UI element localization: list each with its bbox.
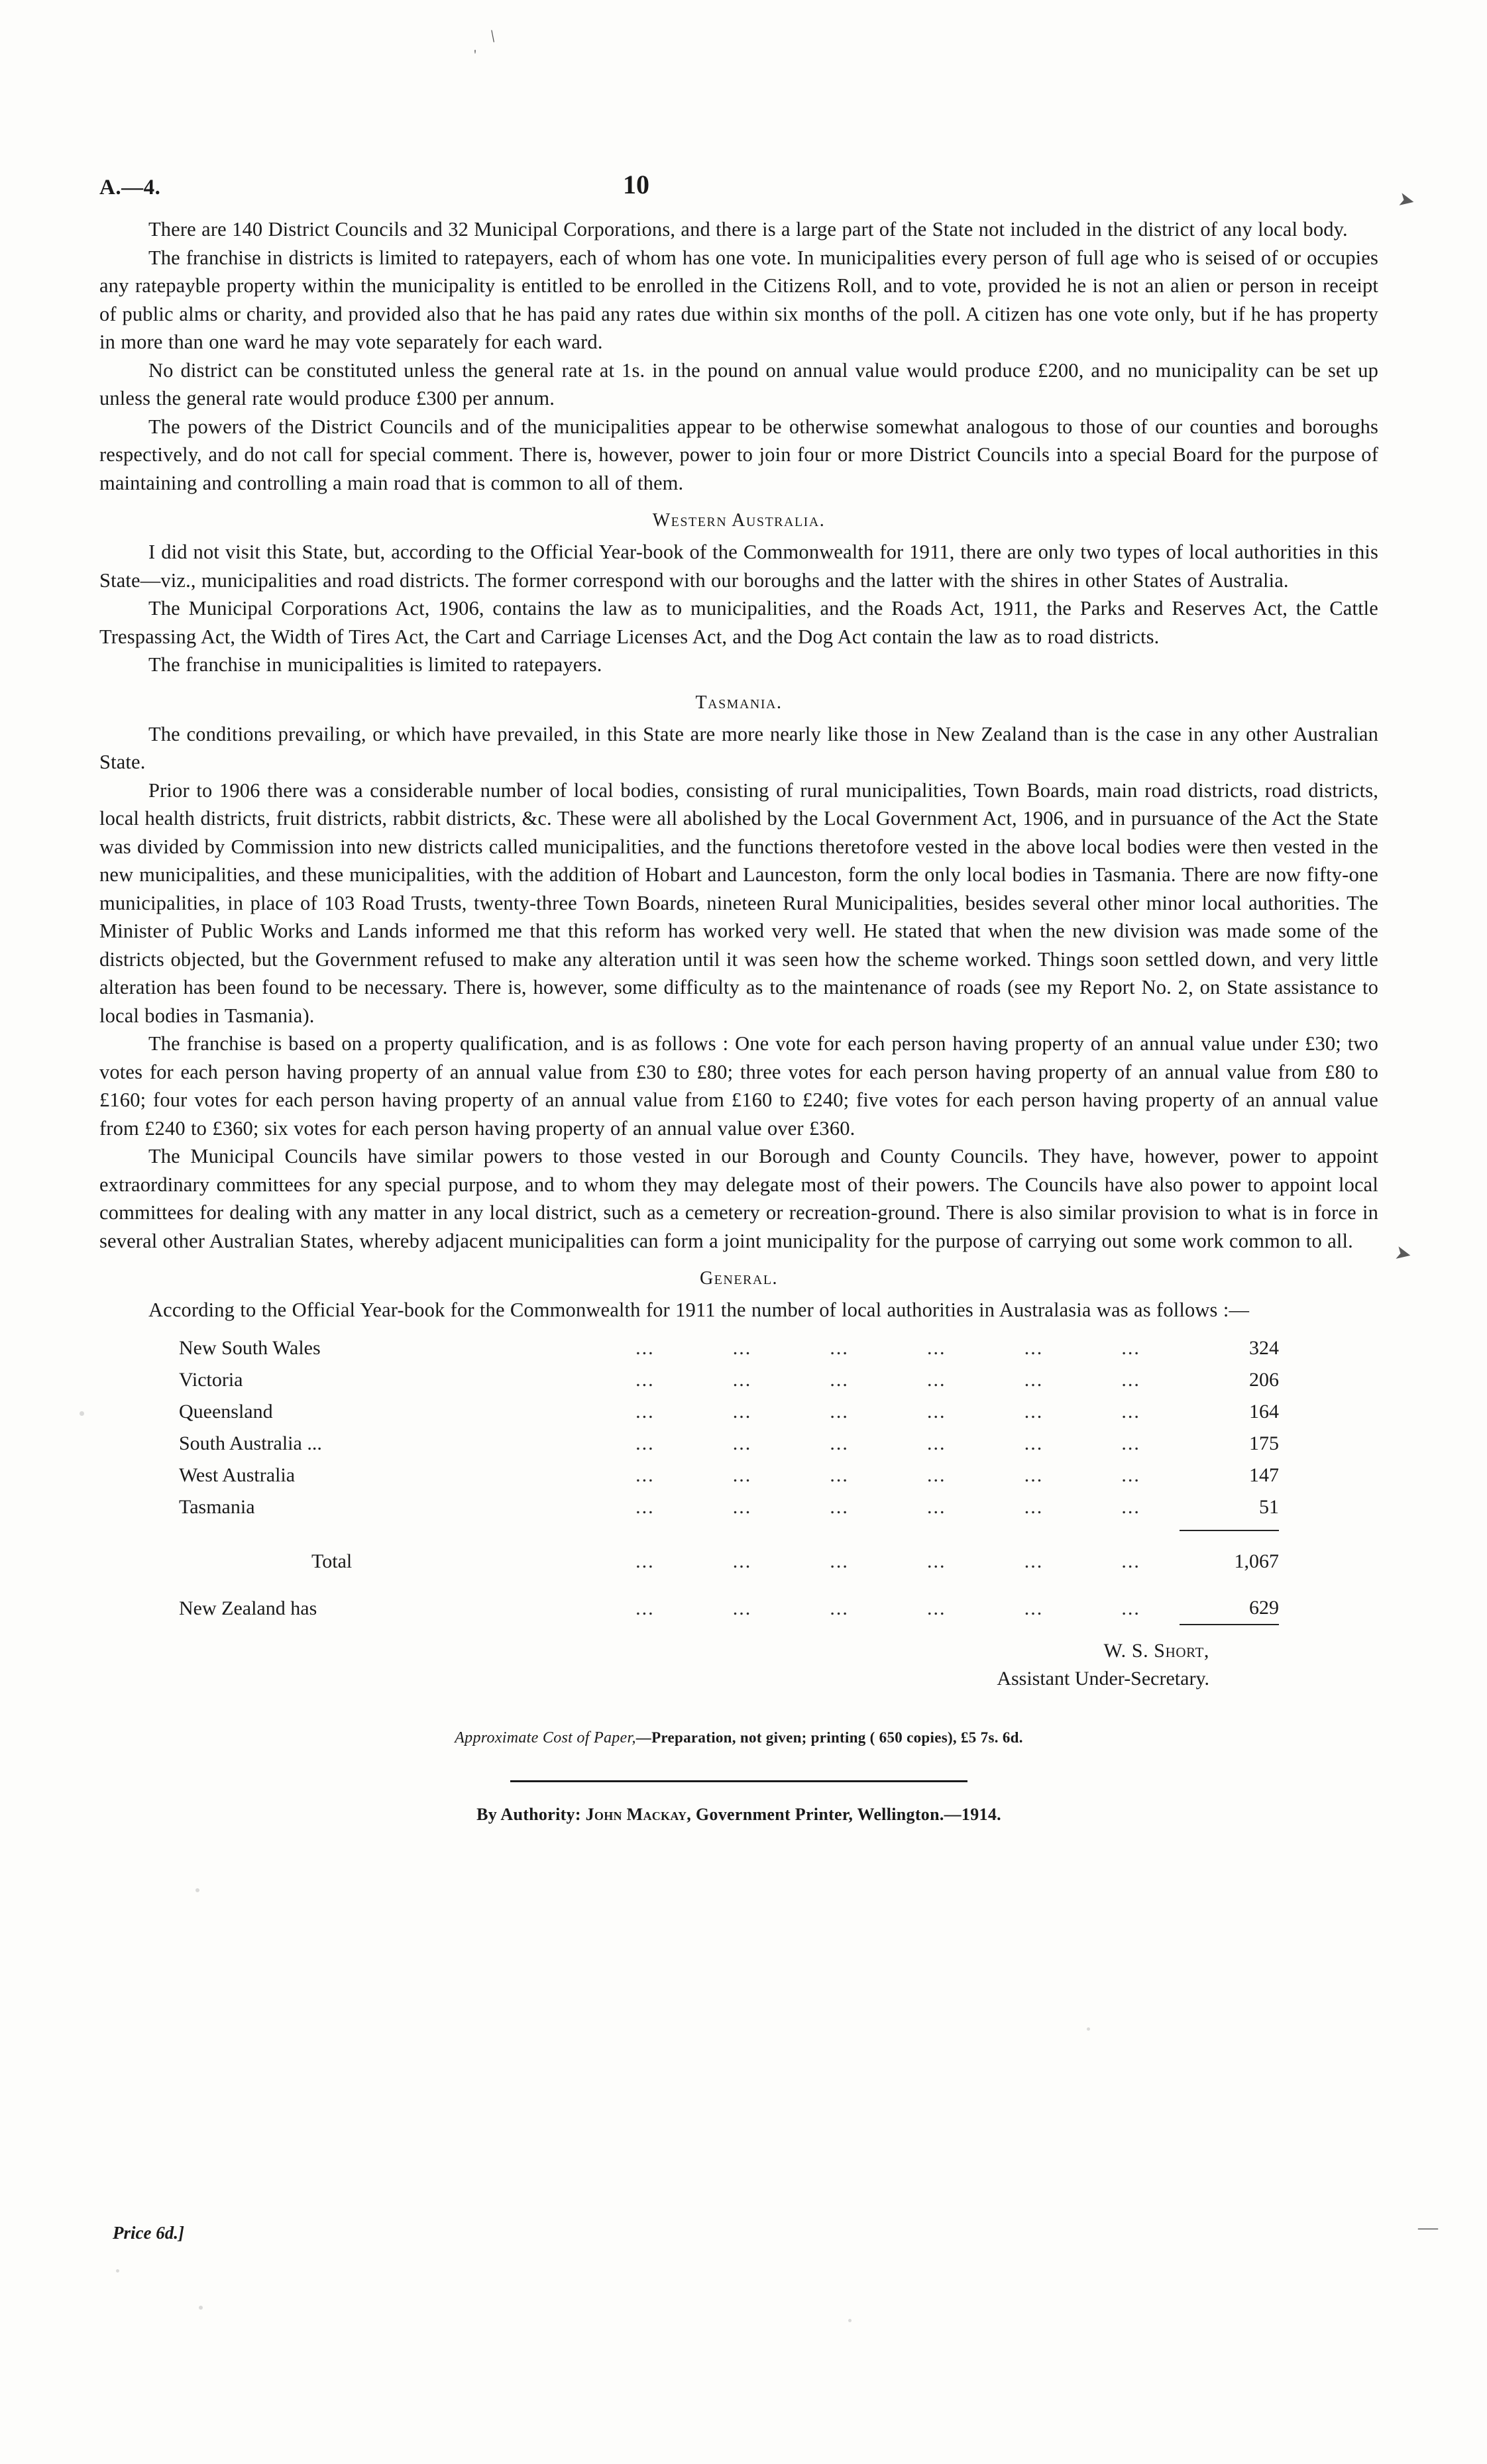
leader-dots: ...: [927, 1597, 946, 1619]
region-count: 206: [1249, 1368, 1279, 1391]
ink-mark-top-2: ': [474, 46, 476, 63]
paper-speck: [116, 2269, 119, 2273]
table-row: [179, 1364, 1279, 1396]
total-value: 1,067: [1180, 1530, 1279, 1578]
leader-dots: ...: [1121, 1432, 1140, 1454]
leader-dots: ...: [1121, 1597, 1140, 1619]
paragraph: The Municipal Corporations Act, 1906, contains the law as to municipalities, and the Roads Act, 1911, the Parks and Reserves Act, the Cattle Trespassing Act, the Width of Tires Act, the Cart and Carriage Licenses Act, and the Dog Act contain the law as to road districts.: [99, 597, 1378, 648]
leader-dots: ...: [927, 1432, 946, 1454]
leader-dots: ...: [732, 1464, 752, 1486]
region-count: 175: [1249, 1432, 1279, 1454]
leader-dots: ...: [635, 1495, 655, 1518]
leader-dots: ...: [635, 1550, 655, 1572]
paragraph: I did not visit this State, but, according to the Official Year-book of the Commonwealth for 1911, there are only two types of local authorities in this State—viz., municipalities and road districts. The former correspond with our boroughs and the latter with the shires in other States of Australia.: [99, 541, 1378, 592]
leader-dots: ...: [732, 1336, 752, 1359]
table-row: [179, 1491, 1279, 1523]
region-count: 51: [1259, 1495, 1279, 1518]
new-zealand-value: 629: [1180, 1578, 1279, 1625]
leader-dots: ...: [927, 1400, 946, 1422]
leader-dots: ...: [732, 1368, 752, 1391]
signature-title: Assistant Under-Secretary.: [997, 1667, 1209, 1689]
region-count: 324: [1249, 1336, 1279, 1359]
document-content: [99, 169, 1378, 1825]
paper-speck: [80, 1411, 84, 1416]
region-label: West Australia: [179, 1464, 296, 1486]
leader-dots: ...: [635, 1464, 655, 1486]
region-label: South Australia ...: [179, 1432, 322, 1454]
leader-dots: ...: [732, 1400, 752, 1422]
paper-speck: [848, 2319, 852, 2322]
region-label: Victoria: [179, 1368, 243, 1391]
leader-dots: ...: [635, 1400, 655, 1422]
cost-note: [99, 1729, 1378, 1747]
leader-dots: ...: [635, 1432, 655, 1454]
new-zealand-label: New Zealand has: [179, 1597, 317, 1619]
table-row-total: [179, 1530, 1279, 1578]
leader-dots: ...: [830, 1495, 849, 1518]
printing-authority: [99, 1805, 1378, 1825]
cost-note-rest: —Preparation, not given; printing ( 650 copies), £5 7s. 6d.: [635, 1729, 1023, 1746]
table-row-new-zealand: [179, 1578, 1279, 1625]
leader-dots: ...: [635, 1597, 655, 1619]
leader-dots: ...: [1024, 1368, 1044, 1391]
leader-dots: ...: [732, 1597, 752, 1619]
leader-dots: ...: [1024, 1400, 1044, 1422]
document-code: A.—4.: [99, 176, 161, 199]
local-authorities-table: [179, 1332, 1279, 1625]
paper-speck: [199, 2306, 203, 2310]
region-count: 164: [1249, 1400, 1279, 1422]
section-heading-general: General.: [699, 1268, 779, 1289]
leader-dots: ...: [1024, 1550, 1044, 1572]
margin-mark-upper: ➤: [1396, 187, 1417, 213]
leader-dots: ...: [830, 1336, 849, 1359]
leader-dots: ...: [927, 1368, 946, 1391]
ink-mark-top: \: [489, 26, 497, 46]
leader-dots: ...: [1024, 1432, 1044, 1454]
leader-dots: ...: [830, 1400, 849, 1422]
region-count: 147: [1249, 1464, 1279, 1486]
leader-dots: ...: [732, 1550, 752, 1572]
section-heading-western-australia: Western Australia.: [652, 510, 826, 531]
table-row: [179, 1396, 1279, 1428]
leader-dots: ...: [1121, 1550, 1140, 1572]
paragraph: The franchise is based on a property qualification, and is as follows : One vote for each person having property of an annual value under £30; two votes for each person having property of an annual value from £30 to £80; three votes for each person having property of an annual value from £80 to £160; four votes for each person having property of an annual value from £160 to £240; five votes for each person having property of an annual value from £240 to £360; six votes for each person having property of an annual value over £360.: [99, 1032, 1378, 1140]
leader-dots: ...: [1024, 1597, 1044, 1619]
leader-dots: ...: [927, 1495, 946, 1518]
paragraph: The conditions prevailing, or which have prevailed, in this State are more nearly like those in New Zealand than is the case in any other Australian State.: [99, 722, 1378, 773]
leader-dots: ...: [1024, 1336, 1044, 1359]
region-label: Queensland: [179, 1400, 273, 1422]
table-row: [179, 1428, 1279, 1460]
leader-dots: ...: [830, 1464, 849, 1486]
leader-dots: ...: [732, 1432, 752, 1454]
leader-dots: ...: [1121, 1495, 1140, 1518]
leader-dots: ...: [830, 1550, 849, 1572]
paragraph: There are 140 District Councils and 32 Municipal Corporations, and there is a large part of the State not included in the district of any local body.: [148, 218, 1348, 241]
leader-dots: ...: [830, 1597, 849, 1619]
paragraph: The powers of the District Councils and of the municipalities appear to be otherwise somewhat analogous to those of our counties and boroughs respectively, and do not call for special comment. There is, however, power to join four or more District Councils into a special Board for the purpose of maintaining and controlling a main road that is common to all of them.: [99, 415, 1378, 494]
authority-rest: Government Printer, Wellington.—1914.: [691, 1804, 1001, 1824]
authority-prefix: By Authority:: [476, 1804, 586, 1824]
leader-dots: ...: [1121, 1336, 1140, 1359]
paragraph: No district can be constituted unless the general rate at 1s. in the pound on annual value would produce £200, and no municipality can be set up unless the general rate would produce £300 per annum.: [99, 358, 1378, 409]
page-header: [99, 169, 1378, 215]
margin-mark-middle: ➤: [1392, 1241, 1414, 1267]
paragraph: Prior to 1906 there was a considerable number of local bodies, consisting of rural municipalities, Town Boards, main road districts, road districts, local health districts, fruit districts, rabbit districts, &c. These were all abolished by the Local Government Act, 1906, and in pursuance of the Act the State was divided by Commission into new districts called municipalities, and the functions theretofore vested in the above local bodies were then vested in the new municipalities, and these municipalities, with the addition of Hobart and Launceston, form the only local bodies in Tasmania. There are now fifty-one municipalities, in place of 103 Road Trusts, twenty-three Town Boards, nineteen Rural Municipalities, besides several other minor local authorities. The Minister of Public Works and Lands informed me that this reform has worked very well. He stated that when the new division was made some of the districts objected, but the Government refused to make any alteration until it was seen how the scheme worked. Things soon settled down, and very little alteration has been found to be necessary. There is, however, some difficulty as to the maintenance of roads (see my Report No. 2, on State assistance to local bodies in Tasmania).: [99, 778, 1378, 1027]
footer-rule: [510, 1780, 967, 1782]
margin-mark-lower: —: [1418, 2216, 1438, 2238]
leader-dots: ...: [927, 1336, 946, 1359]
region-label: New South Wales: [179, 1336, 321, 1359]
cost-note-italic: Approximate Cost of Paper,: [455, 1729, 636, 1746]
paragraph: The franchise in districts is limited to ratepayers, each of whom has one vote. In municipalities every person of full age who is seised of or occupies any ratepayble property within the municipality is entitled to be enrolled in the Citizens Roll, and to vote, provided he is not an alien or person in receipt of public alms or charity, and provided also that he has paid any rates due within six months of the poll. A citizen has one vote only, but if he has property in more than one ward he may vote separately for each ward.: [99, 246, 1378, 353]
leader-dots: ...: [830, 1432, 849, 1454]
leader-dots: ...: [1024, 1464, 1044, 1486]
authority-name: John Mackay,: [585, 1804, 692, 1824]
section-heading-tasmania: Tasmania.: [695, 692, 783, 713]
signature-block: [99, 1637, 1378, 1693]
paper-speck: [1087, 2027, 1090, 2031]
leader-dots: ...: [1121, 1464, 1140, 1486]
leader-dots: ...: [1121, 1368, 1140, 1391]
paragraph: According to the Official Year-book for the Commonwealth for 1911 the number of local authorities in Australasia was as follows :—: [148, 1299, 1250, 1321]
table-row: [179, 1460, 1279, 1491]
total-label: Total: [311, 1550, 353, 1572]
leader-dots: ...: [1024, 1495, 1044, 1518]
price-note: Price 6d.]: [113, 2223, 184, 2243]
leader-dots: ...: [635, 1368, 655, 1391]
region-label: Tasmania: [179, 1495, 255, 1518]
paragraph: The franchise in municipalities is limited to ratepayers.: [148, 653, 602, 676]
leader-dots: ...: [830, 1368, 849, 1391]
leader-dots: ...: [927, 1464, 946, 1486]
leader-dots: ...: [635, 1336, 655, 1359]
paragraph: The Municipal Councils have similar powers to those vested in our Borough and County Councils. They have, however, power to appoint extraordinary committees for any special purpose, and to whom they may delegate most of their powers. The Councils have also power to appoint local committees for dealing with any matter in any local district, such as a cemetery or recreation-ground. There is also similar provision to what is in force in several other Australian States, whereby adjacent municipalities can form a joint municipality for the purpose of carrying out some work common to all.: [99, 1145, 1378, 1252]
table-spacer: [179, 1523, 1279, 1530]
page-number: 10: [623, 170, 649, 199]
signature-name: W. S. Short,: [1103, 1639, 1209, 1662]
leader-dots: ...: [1121, 1400, 1140, 1422]
leader-dots: ...: [732, 1495, 752, 1518]
paper-speck: [195, 1888, 199, 1892]
table-row: [179, 1332, 1279, 1364]
leader-dots: ...: [927, 1550, 946, 1572]
